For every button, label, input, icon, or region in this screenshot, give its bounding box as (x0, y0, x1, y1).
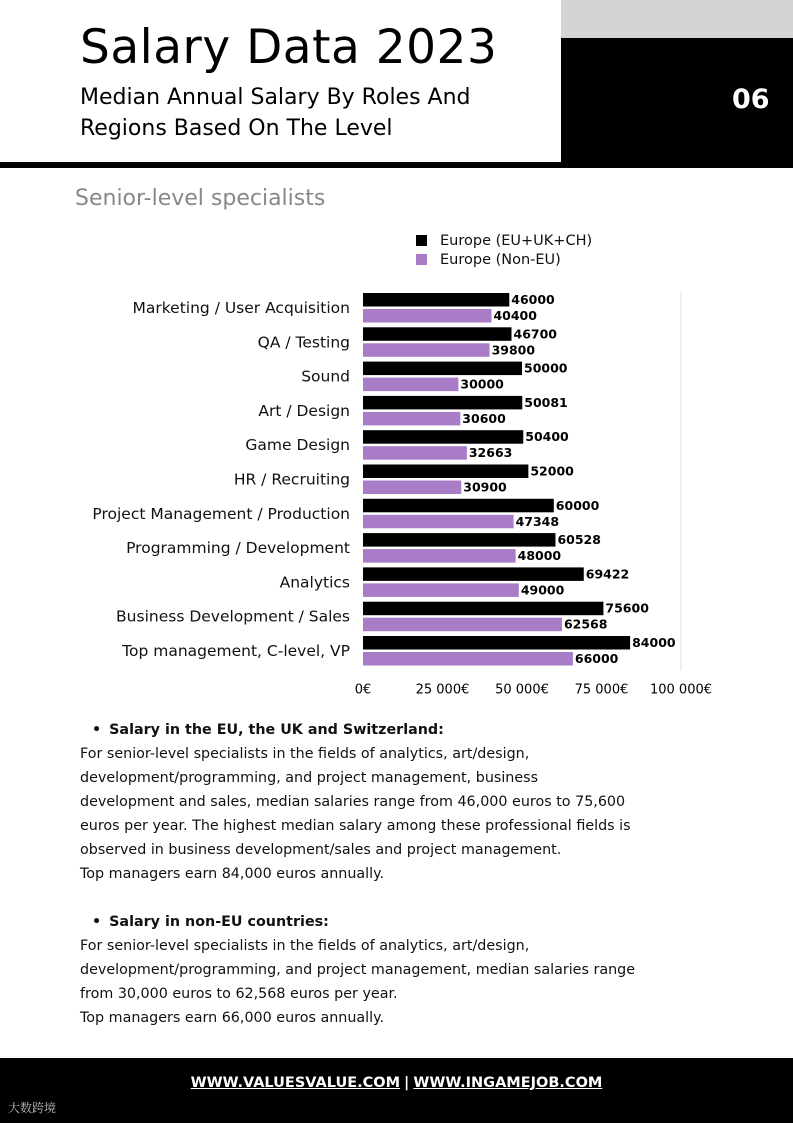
chart-legend-label: Europe (Non-EU) (440, 252, 561, 268)
chart-data-label: 60000 (555, 497, 600, 513)
chart-data-label: 60528 (557, 532, 601, 548)
chart-data-label: 52000 (530, 463, 574, 479)
footer-links (0, 1075, 793, 1091)
footer-link-ingamejob[interactable]: WWW.INGAMEJOB.COM (413, 1075, 603, 1091)
noneu-note-line: For senior-level specialists in the fields of analytics, art/design, (80, 938, 530, 954)
footer (0, 1058, 793, 1123)
chart-data-label: 40400 (493, 308, 537, 323)
chart-data-label: 75600 (605, 600, 649, 616)
noneu-note-heading-text: Salary in non-EU countries: (109, 914, 329, 930)
chart-bar (363, 396, 522, 410)
chart-category-label: HR / Recruiting (233, 470, 350, 489)
eu-note-heading (80, 718, 740, 742)
noneu-note-line: Top managers earn 66,000 euros annually. (80, 1010, 385, 1026)
noneu-note-heading (80, 910, 740, 934)
chart-data-label: 69422 (585, 566, 630, 582)
chart-data-label: 32663 (468, 445, 513, 461)
bullet-icon: • (92, 914, 102, 930)
chart-tick-label: 75 000€ (574, 682, 629, 698)
chart-bar (363, 412, 460, 426)
chart-bar (363, 343, 490, 357)
chart-bar (363, 293, 509, 307)
chart-data-label: 46000 (511, 292, 555, 307)
note-spacer (80, 886, 740, 910)
page-subtitle (80, 82, 550, 144)
chart-bar (363, 652, 573, 666)
chart-bar (363, 446, 467, 460)
chart-data-label: 30900 (463, 479, 507, 495)
chart-category-label: Top management, C-level, VP (122, 642, 350, 660)
eu-note-line: development/programming, and project management, business (80, 770, 539, 786)
chart-bar (363, 465, 528, 479)
chart-legend-swatch (416, 235, 427, 246)
page-title: Salary Data 2023 (80, 20, 498, 75)
chart-bar (363, 481, 461, 495)
chart-data-label: 50081 (524, 394, 568, 410)
noneu-note-line: development/programming, and project management, median salaries range (80, 962, 636, 978)
chart-tick-label: 25 000€ (415, 682, 470, 698)
chart-category-label: QA / Testing (257, 333, 350, 352)
chart-bar (363, 515, 514, 529)
chart-data-label: 39800 (491, 342, 536, 358)
chart-bar (363, 309, 491, 323)
chart-data-label: 66000 (574, 651, 619, 666)
chart-tick-label: 0€ (354, 682, 372, 698)
chart-category-label: Marketing / User Acquisition (132, 299, 350, 317)
chart-bar (363, 602, 603, 616)
chart-category-label: Programming / Development (126, 539, 350, 558)
chart-data-label: 50400 (525, 429, 569, 445)
chart-bar (363, 362, 522, 376)
page-number: 06 (732, 84, 770, 115)
chart-bar (363, 636, 630, 650)
chart-data-label: 62568 (563, 616, 608, 632)
subtitle-line-1: Median Annual Salary By Roles And (80, 85, 471, 110)
eu-note-line: development and sales, median salaries range from 46,000 euros to 75,600 (80, 794, 626, 810)
noneu-note-line: from 30,000 euros to 62,568 euros per year. (80, 986, 398, 1002)
chart-bar (363, 567, 584, 581)
chart-category-label: Project Management / Production (92, 504, 350, 523)
eu-note-line: For senior-level specialists in the fields of analytics, art/design, (80, 746, 530, 762)
chart-bar (363, 378, 458, 392)
notes (80, 718, 740, 1030)
chart-data-label: 84000 (632, 635, 676, 650)
chart-bar (363, 499, 554, 513)
watermark: 大数跨境 (8, 1101, 57, 1115)
chart-data-label: 30600 (462, 410, 506, 426)
chart-tick-label: 100 000€ (649, 682, 713, 698)
header-gray-band (561, 0, 793, 38)
eu-note-line: observed in business development/sales and project management. (80, 842, 562, 858)
eu-note-heading-text: Salary in the EU, the UK and Switzerland: (109, 722, 444, 738)
chart-category-label: Game Design (245, 436, 350, 455)
salary-bar-chart (0, 225, 793, 700)
chart-bar (363, 583, 519, 597)
section-title: Senior-level specialists (75, 186, 326, 211)
chart-legend-label: Europe (EU+UK+CH) (440, 233, 593, 249)
chart-category-label: Business Development / Sales (116, 607, 350, 626)
chart-bar (363, 327, 512, 341)
chart-bar (363, 533, 555, 547)
chart-category-label: Analytics (279, 573, 350, 592)
footer-link-valuesvalue[interactable]: WWW.VALUESVALUE.COM (190, 1075, 401, 1091)
chart-data-label: 47348 (515, 513, 560, 529)
chart-tick-label: 50 000€ (495, 682, 549, 698)
chart-data-label: 50000 (524, 360, 568, 376)
header-divider (0, 162, 565, 168)
chart-bar (363, 618, 562, 632)
chart-data-label: 30000 (460, 376, 504, 392)
chart-legend-swatch (416, 254, 427, 265)
chart-data-label: 46700 (513, 326, 558, 342)
chart-data-label: 49000 (520, 582, 565, 598)
eu-note-line: euros per year. The highest median salary among these professional fields is (80, 818, 631, 834)
subtitle-line-2: Regions Based On The Level (80, 116, 393, 141)
eu-note-line: Top managers earn 84,000 euros annually. (80, 866, 385, 882)
chart-bar (363, 430, 523, 444)
bullet-icon: • (92, 722, 102, 738)
chart-category-label: Sound (301, 367, 350, 386)
chart-data-label: 48000 (517, 548, 562, 564)
footer-separator: | (404, 1075, 410, 1091)
chart-bar (363, 549, 516, 563)
chart-category-label: Art / Design (258, 401, 350, 420)
